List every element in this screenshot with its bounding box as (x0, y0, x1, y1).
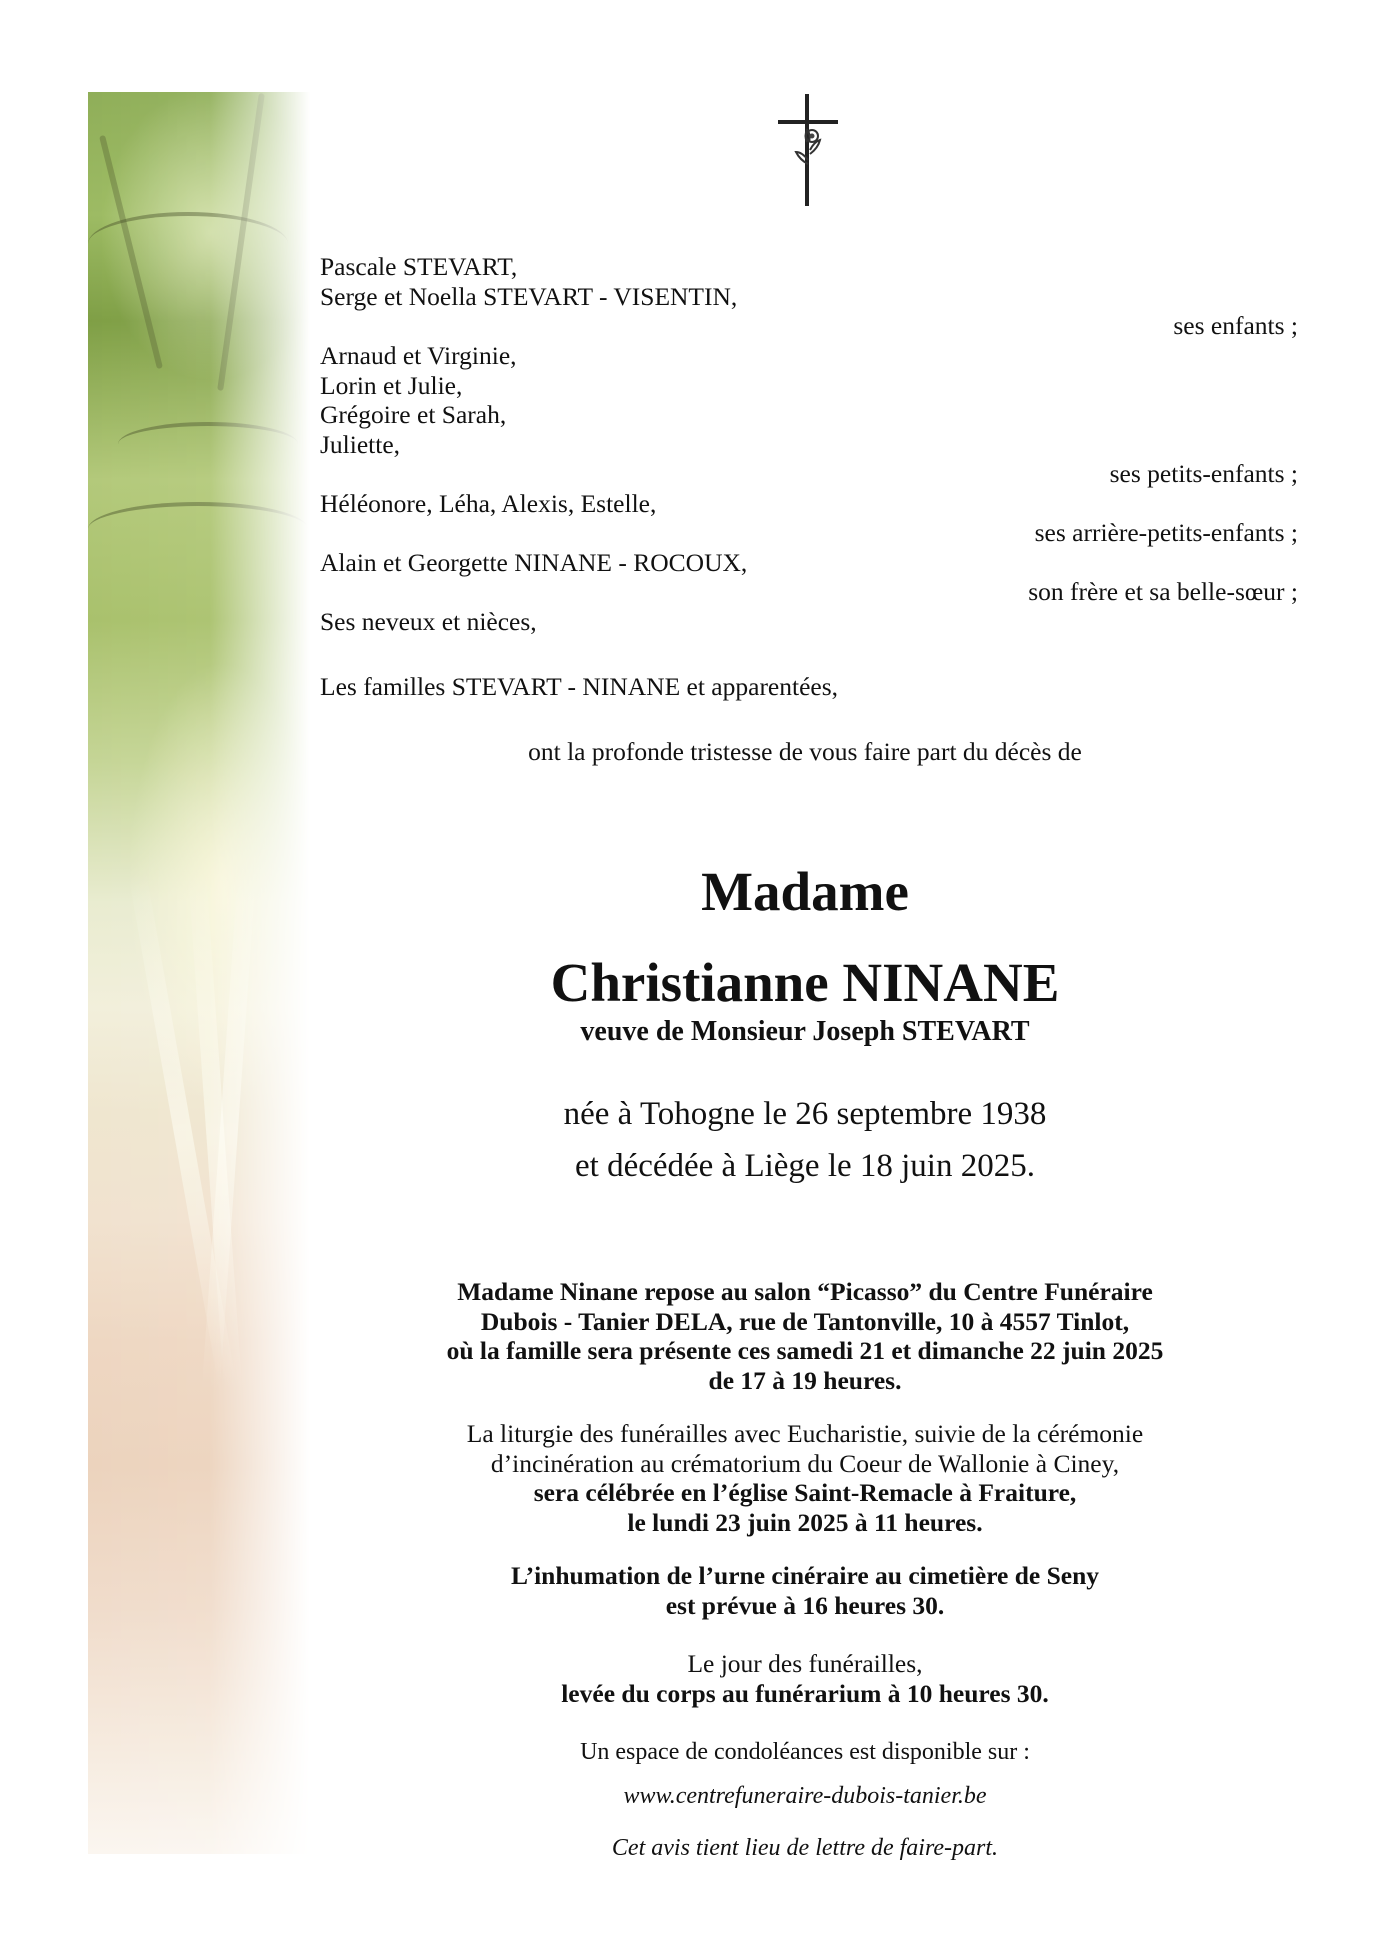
siblings: Alain et Georgette NINANE - ROCOUX, (320, 548, 748, 577)
cross-with-rose-icon (778, 94, 838, 206)
announcement-line: ont la profonde tristesse de vous faire part du décès de (528, 737, 1082, 766)
detail-line: de 17 à 19 heures. (708, 1365, 902, 1395)
detail-line: L’inhumation de l’urne cinéraire au cimetière de Seny (510, 1561, 1100, 1590)
detail-line: Madame Ninane repose au salon “Picasso” du Centre Funéraire (457, 1277, 1153, 1306)
detail-line: Le jour des funérailles, (687, 1649, 923, 1678)
birth-line: née à Tohogne le 26 septembre 1938 (563, 1096, 1047, 1132)
burial-details (320, 1561, 1290, 1620)
detail-line: le lundi 23 juin 2025 à 11 heures. (627, 1507, 983, 1537)
detail-line: est prévue à 16 heures 30. (665, 1590, 945, 1620)
children-role: ses enfants ; (1173, 311, 1298, 340)
forest-path-sidebar-image (88, 92, 310, 1854)
website-link[interactable]: www.centrefuneraire-dubois-tanier.be (623, 1783, 987, 1809)
grandchild-name: Lorin et Julie, (320, 370, 463, 400)
condolences-text: Un espace de condoléances est disponible sur : (580, 1739, 1030, 1765)
detail-line: où la famille sera présente ces samedi 21 et dimanche 22 juin 2025 (446, 1336, 1164, 1365)
extended-families: Les familles STEVART - NINANE et apparentées, (320, 672, 839, 701)
grandchild-name: Juliette, (320, 429, 401, 459)
detail-line: sera célébrée en l’église Saint-Remacle à Fraiture, (533, 1478, 1077, 1507)
rest-details (320, 1277, 1290, 1395)
funeral-day-details (320, 1649, 1290, 1708)
detail-line: levée du corps au funérarium à 10 heures 30. (561, 1678, 1049, 1708)
nephews-nieces: Ses neveux et nièces, (320, 607, 537, 636)
deceased-title: Madame (701, 861, 909, 922)
faire-part-note: Cet avis tient lieu de lettre de faire-part. (611, 1835, 999, 1861)
siblings-role: son frère et sa belle-sœur ; (1028, 577, 1298, 606)
great-grandchildren-role: ses arrière-petits-enfants ; (1034, 518, 1298, 547)
death-line: et décédée à Liège le 18 juin 2025. (575, 1148, 1035, 1184)
grandchild-name: Grégoire et Sarah, (320, 400, 507, 429)
child-name: Pascale STEVART, (320, 252, 518, 281)
children-list (320, 252, 737, 311)
life-dates (320, 1088, 1290, 1192)
detail-line: Dubois - Tanier DELA, rue de Tantonville, 10 à 4557 Tinlot, (480, 1306, 1130, 1336)
grandchildren-list (320, 341, 517, 459)
detail-line: d’incinération au crématorium du Coeur de Wallonie à Ciney, (490, 1448, 1120, 1478)
grandchild-name: Arnaud et Virginie, (320, 341, 517, 370)
great-grandchildren: Héléonore, Léha, Alexis, Estelle, (320, 489, 657, 518)
grandchildren-role: ses petits-enfants ; (1109, 459, 1298, 488)
liturgy-details (320, 1419, 1290, 1537)
child-name: Serge et Noella STEVART - VISENTIN, (320, 281, 738, 311)
widow-of: veuve de Monsieur Joseph STEVART (580, 1016, 1030, 1047)
detail-line: La liturgie des funérailles avec Eucharistie, suivie de la cérémonie (466, 1419, 1144, 1448)
deceased-name: Christianne NINANE (550, 952, 1060, 1013)
